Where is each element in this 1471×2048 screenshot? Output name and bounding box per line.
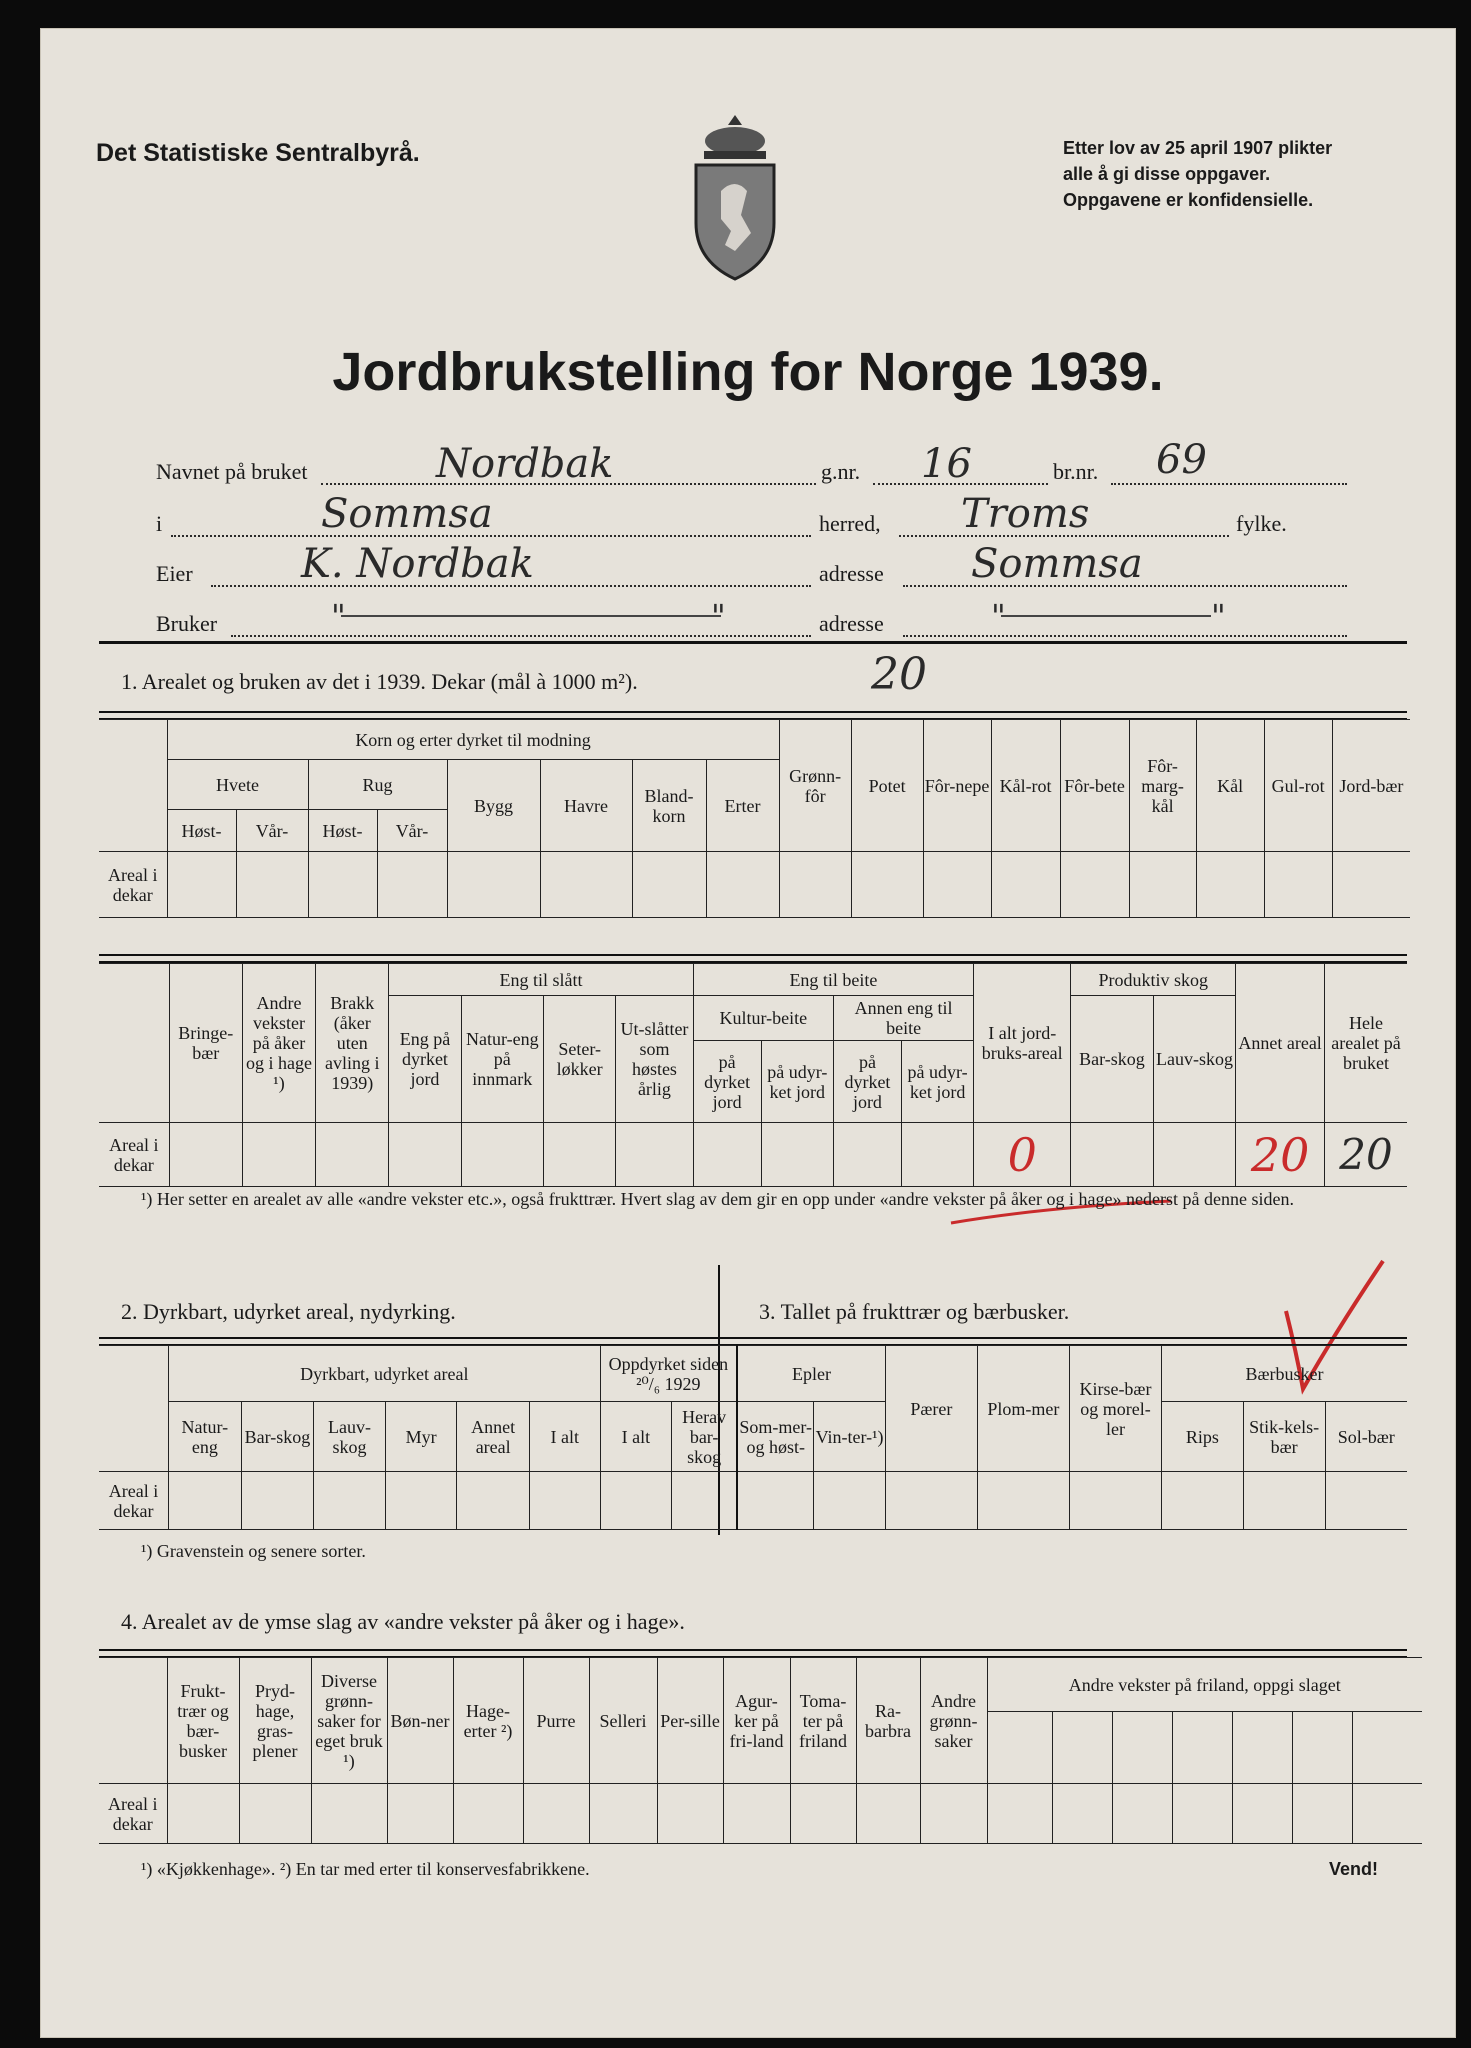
bruker-adresse-value-a: " [991,597,1006,635]
separator-line [99,641,1407,644]
t2-cell-i-alt-value[interactable]: 0 [974,1123,1071,1187]
t1-header-erter: Erter [706,760,779,852]
t3-cell[interactable] [1325,1472,1407,1530]
t2-header-bringebaer: Bringe-bær [169,964,242,1123]
turn-page-label: Vend! [1329,1859,1379,1879]
t2-header-kulturbeite: Kultur-beite [693,996,833,1041]
t2-header-eng-beite: Eng til beite [693,964,974,996]
i-label: i [156,511,163,536]
t2-cell[interactable] [389,1123,461,1187]
t4-header-frukttraer: Frukt-trær og bær-busker [167,1658,239,1784]
navnet-label: Navnet på bruket [156,459,308,484]
t2-header-kultur-udyrket: på udyr-ket jord [761,1041,833,1123]
bruker-value-b: " [711,597,726,635]
t1-cell[interactable] [377,852,447,918]
t3-header-paerer: Pærer [885,1346,977,1472]
t3-header-vinter: Vin-ter-¹) [814,1402,886,1472]
t3-cell[interactable] [1069,1472,1161,1530]
t4-cell[interactable] [790,1784,856,1844]
t4-blank-header [1232,1712,1292,1784]
t4-header-purre: Purre [523,1658,589,1784]
t4-header-rabarbra: Ra-barbra [856,1658,920,1784]
t4-cell[interactable] [1052,1784,1112,1844]
t2-header-kultur-dyrket: på dyrket jord [693,1041,761,1123]
t1-cell[interactable] [1332,852,1410,918]
t1-header-jordbaer: Jord-bær [1332,720,1410,852]
t4-cell[interactable] [987,1784,1052,1844]
t3-cell[interactable] [241,1472,314,1530]
legal-notice-line-1: Etter lov av 25 april 1907 plikter [1063,138,1333,158]
t1-header-gulrot: Gul-rot [1264,720,1332,852]
t3-header-kirsebaer: Kirse-bær og morel-ler [1069,1346,1161,1472]
farm-info-block [41,437,1455,659]
herred-label: herred, [819,511,881,536]
t4-cell[interactable] [920,1784,987,1844]
section-2-heading: 2. Dyrkbart, udyrket areal, nydyrking. [121,1299,456,1324]
section-4-footnote: ¹) «Kjøkkenhage». ²) En tar med erter til konservesfabrikkene. [141,1859,590,1879]
t4-cell[interactable] [856,1784,920,1844]
t3-corner [99,1346,169,1472]
bruker-adresse-ditto-line [1001,615,1211,617]
t2-header-annen-dyrket: på dyrket jord [833,1041,901,1123]
t1-cell[interactable] [447,852,540,918]
t4-header-selleri: Selleri [589,1658,657,1784]
bruker-line [231,635,811,637]
t4-header-tomater: Toma-ter på friland [790,1658,856,1784]
t1-header-formargkal: Fôr-marg-kål [1129,720,1196,852]
t3-header-rips: Rips [1161,1402,1243,1472]
t3-cell[interactable] [977,1472,1069,1530]
t4-cell[interactable] [311,1784,387,1844]
t3-header-oppdyrket-i-alt: I alt [600,1402,672,1472]
t4-cell[interactable] [453,1784,523,1844]
t3-cell[interactable] [600,1472,672,1530]
t4-cell[interactable] [387,1784,453,1844]
t4-blank-header [1112,1712,1172,1784]
t4-header-hageerter: Hage-erter ²) [453,1658,523,1784]
section-3-heading: 3. Tallet på frukttrær og bærbusker. [759,1299,1070,1324]
t1-header-fornepe: Fôr-nepe [923,720,991,852]
t4-header-diverse: Diverse grønn-saker for eget bruk ¹) [311,1658,387,1784]
t3-header-annet-areal: Annet areal [457,1402,530,1472]
eier-adresse-value: Sommsa [971,541,1143,587]
t1-cell[interactable] [1196,852,1264,918]
t4-blank-header [1292,1712,1352,1784]
t3-header-plommer: Plom-mer [977,1346,1069,1472]
t4-blank-header [1052,1712,1112,1784]
t2-cell-hele-value[interactable]: 20 [1324,1123,1407,1187]
t2-header-brakk: Brakk (åker uten avling i 1939) [316,964,389,1123]
t2-cell[interactable] [461,1123,544,1187]
t1-header-gronnfor: Grønn-fôr [779,720,851,852]
t1-header-hvete-var: Vår- [236,810,308,852]
t4-header-andre-vekster-friland: Andre vekster på friland, oppgi slaget [987,1658,1422,1712]
t1-header-kal: Kål [1196,720,1264,852]
land-use-table-2 [99,963,1407,1187]
t3-cell[interactable] [385,1472,457,1530]
t1-header-rug-host: Høst- [308,810,377,852]
t1-header-blandkorn: Bland-korn [632,760,706,852]
t1-header-forbete: Fôr-bete [1060,720,1129,852]
t4-cell[interactable] [1352,1784,1422,1844]
t4-cell[interactable] [167,1784,239,1844]
t1-header-bygg: Bygg [447,760,540,852]
brnr-label: br.nr. [1053,459,1099,484]
t2-header-annen-eng: Annen eng til beite [833,996,973,1041]
bruker-ditto-line [341,615,721,617]
t2-cell[interactable] [693,1123,761,1187]
t1-header-potet: Potet [851,720,923,852]
t1-cell[interactable] [632,852,706,918]
t2-header-barskog: Bar-skog [1071,996,1154,1123]
t3-cell[interactable] [1161,1472,1243,1530]
t3-cell[interactable] [885,1472,977,1530]
eier-label: Eier [156,561,193,586]
t1-cell[interactable] [851,852,923,918]
bruker-adresse-label: adresse [819,611,884,636]
t1-cell[interactable] [167,852,236,918]
t4-cell[interactable] [239,1784,311,1844]
t3-cell[interactable] [672,1472,737,1530]
cultivable-and-fruit-table [99,1345,1407,1530]
t1-header-korn: Korn og erter dyrket til modning [167,720,779,760]
total-area-handwritten: 20 [871,649,927,700]
t1-header-kalrot: Kål-rot [991,720,1060,852]
t1-cell[interactable] [1060,852,1129,918]
t1-cell[interactable] [1264,852,1332,918]
t3-cell[interactable] [314,1472,386,1530]
t2-header-andre-vekster: Andre vekster på åker og i hage ¹) [242,964,315,1123]
t2-cell-annet-value[interactable]: 20 [1236,1123,1325,1187]
t1-cell[interactable] [779,852,851,918]
brnr-line [1111,483,1347,485]
fylke-label: fylke. [1236,511,1287,536]
t4-header-agurker: Agur-ker på fri-land [723,1658,790,1784]
t3-cell[interactable] [529,1472,600,1530]
t2-header-utslatter: Ut-slåtter som høstes årlig [616,996,693,1123]
t4-blank-header [1172,1712,1232,1784]
t1-row-label: Areal i dekar [99,852,167,918]
t1-cell[interactable] [706,852,779,918]
t4-blank-header [987,1712,1052,1784]
table2-top-rule [99,954,1407,963]
t1-cell[interactable] [236,852,308,918]
t1-cell[interactable] [991,852,1060,918]
t2-cell[interactable] [169,1123,242,1187]
t2-header-hele-arealet: Hele arealet på bruket [1324,964,1407,1123]
bruker-value-a: " [331,597,346,635]
t1-cell[interactable] [923,852,991,918]
t3-cell[interactable] [737,1472,814,1530]
t2-header-eng-slatt: Eng til slått [389,964,693,996]
t3-header-herav-barskog: Herav bar-skog [672,1402,737,1472]
t4-cell[interactable] [1232,1784,1292,1844]
t3-cell[interactable] [169,1472,242,1530]
t4-cell[interactable] [657,1784,723,1844]
form-page [40,28,1456,2038]
t4-header-prydhage: Pryd-hage, gras-plener [239,1658,311,1784]
t2-corner [99,964,169,1123]
gnr-label: g.nr. [821,459,861,484]
t3-header-baerbusker: Bærbusker [1161,1346,1407,1402]
t4-cell[interactable] [1172,1784,1232,1844]
t4-blank-header [1352,1712,1422,1784]
t1-header-rug: Rug [308,760,447,810]
herred-value: Troms [961,491,1090,537]
legal-notice-line-2: alle å gi disse oppgaver. [1063,164,1271,184]
t4-cell[interactable] [1112,1784,1172,1844]
t2-header-annet-areal: Annet areal [1236,964,1325,1123]
t3-header-sommer: Som-mer-og høst- [737,1402,814,1472]
t1-cell[interactable] [540,852,632,918]
t1-cell[interactable] [1129,852,1196,918]
t3-header-solbaer: Sol-bær [1325,1402,1407,1472]
legal-notice [1063,135,1332,213]
t2-cell[interactable] [761,1123,833,1187]
section-4-heading: 4. Arealet av de ymse slag av «andre vekster på åker og i hage». [121,1609,685,1634]
bruker-label: Bruker [156,611,218,636]
t4-cell[interactable] [523,1784,589,1844]
t4-row-label: Areal i dekar [99,1784,167,1844]
t2-cell[interactable] [833,1123,901,1187]
t4-cell[interactable] [589,1784,657,1844]
eier-value: K. Nordbak [301,541,534,587]
t3-header-oppdyrket: Oppdyrket siden ²⁰/₆ 1929 [600,1346,737,1402]
t4-cell[interactable] [1292,1784,1352,1844]
t4-header-persille: Per-sille [657,1658,723,1784]
t2-row-label: Areal i dekar [99,1123,169,1187]
t2-cell[interactable] [316,1123,389,1187]
t1-header-hvete-host: Høst- [167,810,236,852]
t3-header-epler: Epler [737,1346,885,1402]
t1-corner [99,720,167,852]
t3-header-natureng: Natur-eng [169,1402,242,1472]
t2-cell[interactable] [544,1123,616,1187]
section-1-footnote: ¹) Her setter en arealet av alle «andre vekster etc.», også frukttrær. Hvert slag av dem gir en opp under «andre vekster på åker og i hage» nederst på denne siden. [141,1189,1294,1209]
t3-cell[interactable] [814,1472,886,1530]
agency-name: Det Statistiske Sentralbyrå. [96,139,420,167]
t3-header-dyrkbart: Dyrkbart, udyrket areal [169,1346,601,1402]
legal-notice-line-3: Oppgavene er konfidensielle. [1063,190,1314,210]
t3-header-barskog: Bar-skog [241,1402,314,1472]
t2-header-lauvskog: Lauv-skog [1153,996,1236,1123]
t4-corner [99,1658,167,1784]
brnr-value: 69 [1156,437,1207,483]
t1-header-rug-var: Vår- [377,810,447,852]
t2-header-annen-udyrket: på udyr-ket jord [901,1041,973,1123]
t3-header-stikkelsbaer: Stik-kels-bær [1243,1402,1325,1472]
t1-header-havre: Havre [540,760,632,852]
section-1-heading: 1. Arealet og bruken av det i 1939. Dekar (mål à 1000 m²). [121,669,638,694]
t1-cell[interactable] [308,852,377,918]
section-3-footnote: ¹) Gravenstein og senere sorter. [141,1541,366,1561]
t4-cell[interactable] [723,1784,790,1844]
coat-of-arms-emblem [686,111,784,283]
t2-cell[interactable] [242,1123,315,1187]
t1-header-hvete: Hvete [167,760,308,810]
t3-header-myr: Myr [385,1402,457,1472]
t2-header-natureng: Natur-eng på innmark [461,996,544,1123]
eier-adresse-label: adresse [819,561,884,586]
t4-header-bonner: Bøn-ner [387,1658,453,1784]
t2-header-eng-dyrket: Eng på dyrket jord [389,996,461,1123]
other-crops-table [99,1657,1422,1844]
t2-header-produktiv-skog: Produktiv skog [1071,964,1236,996]
t4-header-andre-gronnsaker: Andre grønn-saker [920,1658,987,1784]
t2-cell[interactable] [616,1123,693,1187]
form-title: Jordbrukstelling for Norge 1939. [332,342,1164,402]
crops-table-1 [99,719,1410,918]
t3-row-label: Areal i dekar [99,1472,169,1530]
t2-header-i-alt-jordbruksareal: I alt jord-bruks-areal [974,964,1071,1123]
gnr-value: 16 [921,441,972,487]
t2-header-seterlokker: Seter-løkker [544,996,616,1123]
bruker-adresse-line [903,635,1347,637]
t3-header-i-alt: I alt [529,1402,600,1472]
i-value: Sommsa [321,491,493,537]
t3-cell[interactable] [457,1472,530,1530]
t3-cell[interactable] [1243,1472,1325,1530]
navnet-value: Nordbak [436,441,614,487]
t3-header-lauvskog: Lauv-skog [314,1402,386,1472]
bruker-adresse-value-b: " [1211,597,1226,635]
